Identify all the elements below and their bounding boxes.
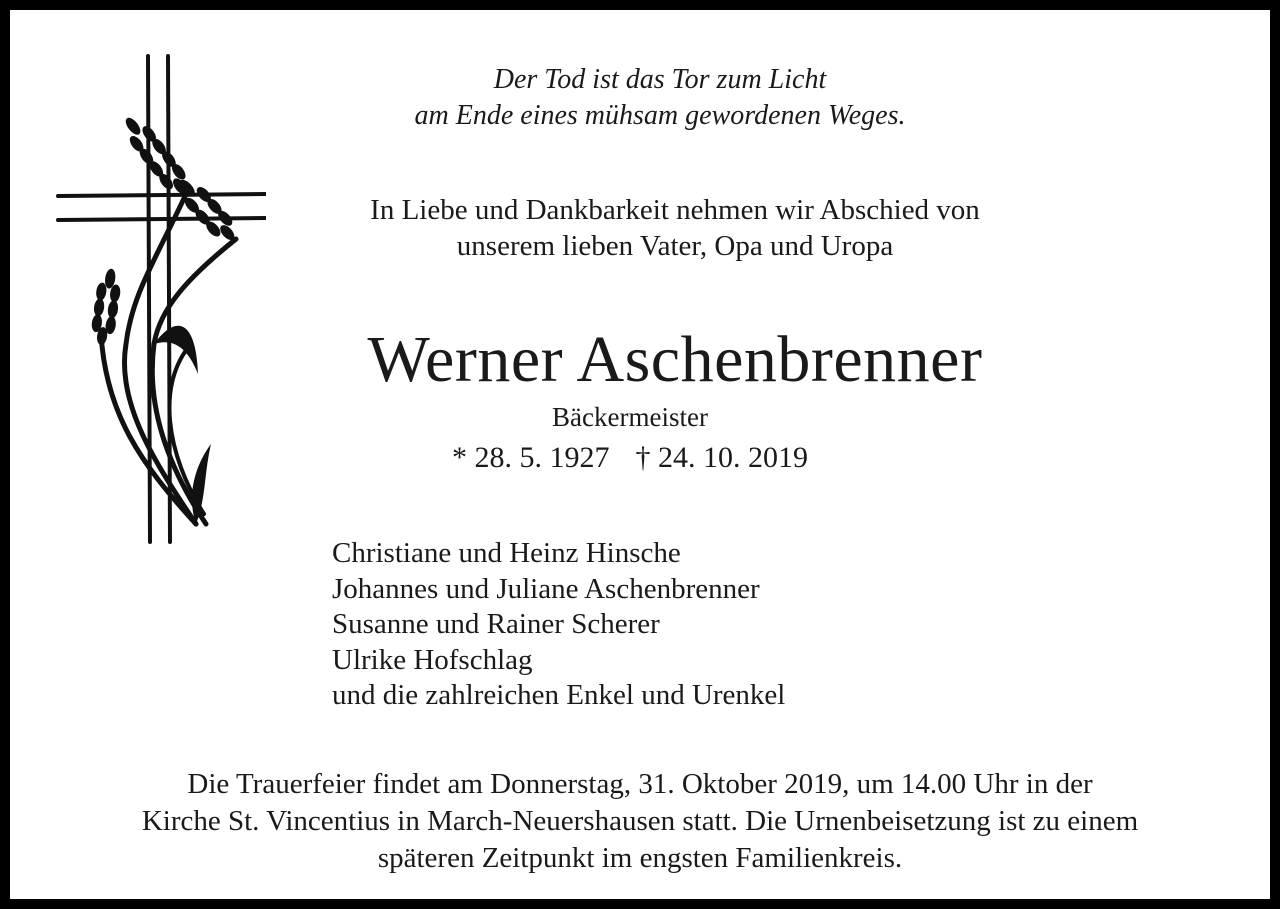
cross-with-wheat-icon bbox=[46, 44, 266, 544]
ceremony-line-3: späteren Zeitpunkt im engsten Familienkreis. bbox=[377, 842, 903, 874]
intro-text bbox=[280, 192, 1070, 264]
intro-line-1: In Liebe und Dankbarkeit nehmen wir Abschied von bbox=[370, 194, 980, 226]
mourners-list bbox=[332, 536, 785, 714]
mourner-line: und die zahlreichen Enkel und Urenkel bbox=[332, 679, 786, 711]
intro-line-2: unserem lieben Vater, Opa und Uropa bbox=[456, 230, 894, 262]
motto bbox=[300, 62, 1020, 134]
mourner-line: Johannes und Juliane Aschenbrenner bbox=[332, 572, 760, 605]
life-dates bbox=[280, 440, 980, 476]
ceremony-line-2: Kirche St. Vincentius in March-Neuershausen statt. Die Urnenbeisetzung ist zu einem bbox=[141, 805, 1139, 837]
ceremony-info bbox=[10, 766, 1270, 877]
motto-line-1: Der Tod ist das Tor zum Licht bbox=[493, 64, 827, 95]
deceased-profession: Bäckermeister bbox=[552, 402, 708, 432]
ceremony-line-1: Die Trauerfeier findet am Donnerstag, 31. Oktober 2019, um 14.00 Uhr in der bbox=[187, 768, 1093, 800]
deceased-name: Werner Aschenbrenner bbox=[367, 323, 983, 396]
mourner-line: Christiane und Heinz Hinsche bbox=[332, 537, 681, 569]
motto-line-2: am Ende eines mühsam gewordenen Weges. bbox=[414, 100, 906, 131]
birth-date: * 28. 5. 1927 bbox=[452, 441, 610, 474]
mourner-line: Susanne und Rainer Scherer bbox=[332, 608, 660, 640]
death-date: † 24. 10. 2019 bbox=[635, 441, 808, 474]
mourner-line: Ulrike Hofschlag bbox=[332, 643, 533, 676]
